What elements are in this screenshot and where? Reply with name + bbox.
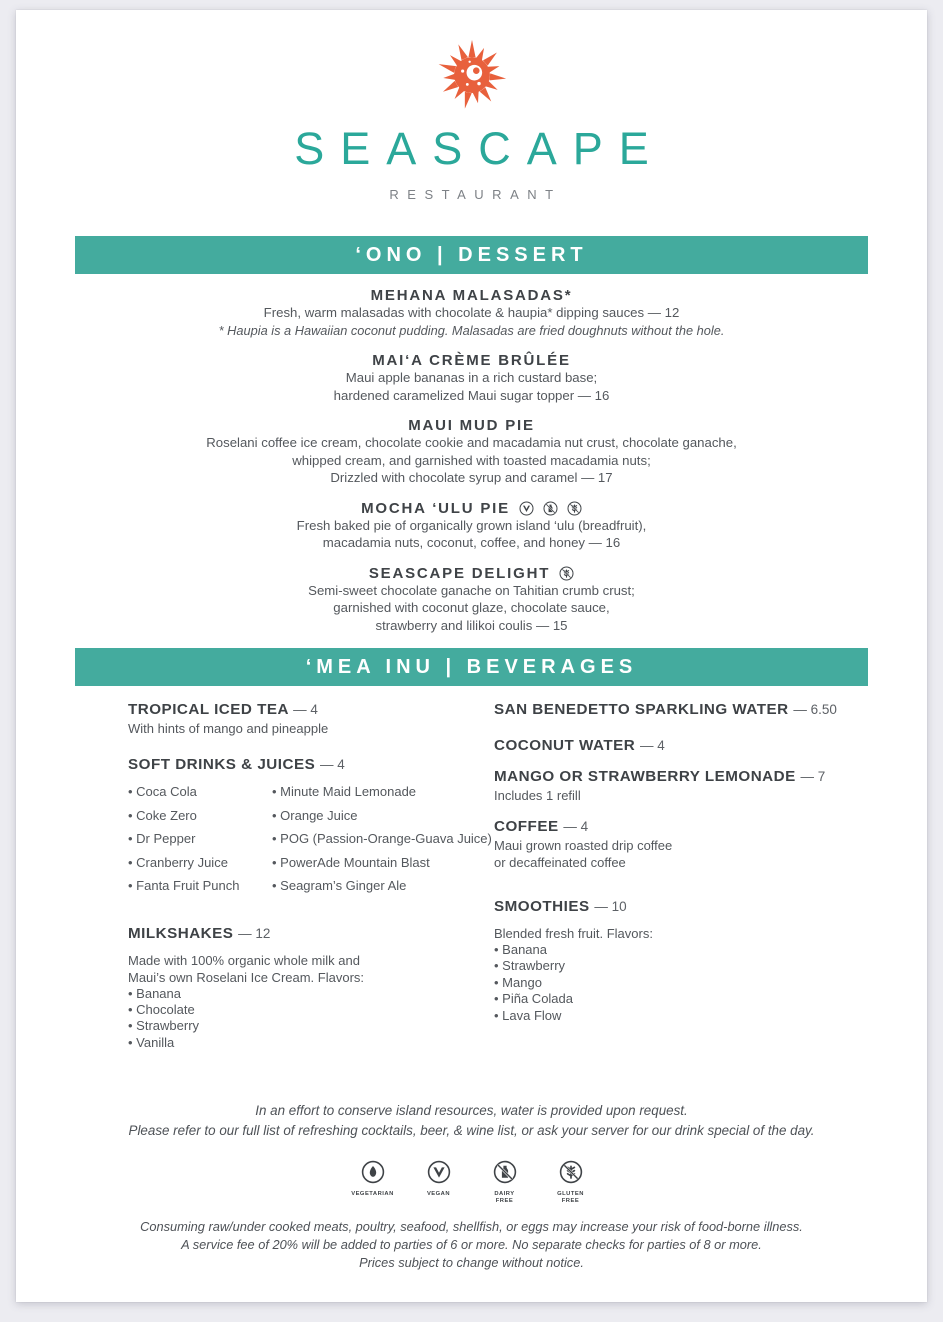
list-item: • Vanilla [128, 1035, 494, 1051]
item-name-text: SAN BENEDETTO SPARKLING WATER [494, 701, 789, 718]
item-name-text: SMOOTHIES [494, 898, 590, 915]
item-price: — 4 [639, 738, 665, 753]
beverages-section [75, 686, 868, 1051]
dietary-legend [75, 1160, 868, 1204]
sun-logo-icon [429, 36, 515, 114]
menu-item-coconut-water [494, 737, 868, 754]
dessert-section [75, 274, 868, 634]
item-description: Fresh, warm malasadas with chocolate & haupia* dipping sauces — 12 [263, 305, 680, 320]
item-description: whipped cream, and garnished with toasted macadamia nuts; [292, 452, 651, 468]
list-item: • Lava Flow [494, 1008, 868, 1024]
item-name-text: SOFT DRINKS & JUICES [128, 756, 316, 773]
item-name [128, 701, 494, 718]
menu-item-mehana-malasadas [75, 287, 868, 339]
item-description: Maui apple bananas in a rich custard base; [345, 370, 598, 385]
item-description: macadamia nuts, coconut, coffee, and honey — 16 [322, 535, 621, 550]
gluten-free-icon [559, 1160, 583, 1184]
smoothie-flavors-list [494, 942, 868, 1024]
note-line: In an effort to conserve island resources, water is provided upon request. [255, 1103, 688, 1119]
menu-item-milkshakes [128, 925, 494, 1052]
list-item: • Orange Juice [272, 804, 492, 828]
list-item: • Strawberry [128, 1018, 494, 1034]
item-price: — 12 [238, 925, 271, 941]
brand-header [75, 10, 868, 202]
item-price: — 6.50 [793, 702, 837, 717]
item-description: Roselani coffee ice cream, chocolate cookie and macadamia nut crust, chocolate ganache, [206, 435, 737, 450]
item-name [494, 701, 868, 718]
legend-vegetarian [347, 1160, 399, 1204]
list-item: • Seagram’s Ginger Ale [272, 874, 492, 898]
brand-title: SEASCAPE [294, 123, 665, 174]
legend-gluten-free [545, 1160, 597, 1204]
menu-item-seascape-delight [75, 565, 868, 635]
item-name [75, 565, 868, 582]
item-name [128, 925, 494, 942]
item-description: garnished with coconut glaze, chocolate sauce, [333, 600, 610, 615]
item-footnote: * Haupia is a Hawaiian coconut pudding. Malasadas are fried doughnuts without the hole. [218, 322, 725, 338]
item-price: — 10 [594, 899, 627, 914]
item-price: — 7 [800, 769, 826, 784]
disclaimer-line: Prices subject to change without notice. [359, 1255, 584, 1271]
item-name-text: COFFEE [494, 818, 559, 835]
list-item: • Dr Pepper [128, 827, 272, 851]
legend-label-line: VEGAN [426, 1191, 451, 1198]
dairy-free-icon [543, 501, 558, 516]
legend-label [347, 1191, 399, 1198]
menu-item-mocha-ulu-pie [75, 500, 868, 552]
legend-label-line: VEGETARIAN [351, 1191, 394, 1198]
item-name [128, 756, 494, 773]
item-description: Semi-sweet chocolate ganache on Tahitian crumb crust; [308, 582, 635, 598]
description-line: Made with 100% organic whole milk and [128, 952, 360, 968]
list-item: • Mango [494, 975, 868, 991]
legend-label [413, 1191, 465, 1198]
item-price: — 4 [293, 702, 318, 717]
item-name [494, 818, 868, 835]
item-name-text: MILKSHAKES [128, 924, 234, 942]
vegan-icon [427, 1160, 451, 1184]
menu-item-sparkling-water [494, 701, 868, 718]
list-item: • Coca Cola [128, 780, 272, 804]
brand-subtitle: RESTAURANT [389, 187, 562, 202]
menu-item-coffee [494, 818, 868, 871]
list-item: • Coke Zero [128, 804, 272, 828]
list-item: • Fanta Fruit Punch [128, 874, 272, 898]
item-description: Blended fresh fruit. Flavors: [494, 926, 653, 941]
item-name [494, 737, 868, 754]
legend-label-line: GLUTEN [557, 1191, 584, 1198]
menu-item-lemonade [494, 768, 868, 804]
dairy-free-icon [493, 1160, 517, 1184]
description-line: or decaffeinated coffee [494, 855, 626, 870]
item-name: MAI‘A CRÈME BRÛLÉE [372, 352, 571, 369]
beverages-left-column [128, 701, 494, 1051]
menu-footer [75, 1101, 868, 1272]
description-line: Maui grown roasted drip coffee [494, 838, 673, 853]
item-description: Includes 1 refill [494, 788, 581, 803]
disclaimer-line: Consuming raw/under cooked meats, poultry, seafood, shellfish, or eggs may increase your risk of food-borne illness. [140, 1219, 803, 1235]
list-item: • Piña Colada [494, 991, 868, 1007]
list-item: • PowerAde Mountain Blast [272, 851, 492, 875]
item-name [494, 768, 868, 785]
item-price: — 4 [319, 757, 345, 772]
item-name: MEHANA MALASADAS* [370, 287, 573, 304]
item-name-text: TROPICAL ICED TEA [128, 701, 289, 718]
item-price: — 4 [563, 819, 589, 834]
list-item: • Chocolate [128, 1002, 494, 1018]
item-description: Drizzled with chocolate syrup and caramel — 17 [330, 470, 613, 485]
beverages-right-column [494, 701, 868, 1051]
disclaimer-text [75, 1218, 868, 1272]
gluten-free-icon [559, 566, 574, 581]
item-description: With hints of mango and pineapple [128, 721, 329, 736]
list-item: • Strawberry [494, 958, 868, 974]
item-name [75, 500, 868, 517]
item-name-text: MANGO OR STRAWBERRY LEMONADE [494, 768, 796, 785]
soft-drinks-list [128, 780, 494, 898]
item-description: strawberry and lilikoi coulis — 15 [375, 617, 568, 633]
item-name: MAUI MUD PIE [408, 417, 535, 434]
soft-drinks-column-1 [128, 780, 272, 898]
vegan-icon [519, 501, 534, 516]
legend-label-line: FREE [495, 1197, 514, 1204]
item-name [494, 898, 868, 915]
note-line: Please refer to our full list of refreshing cocktails, beer, & wine list, or ask your server for our drink special of the day. [128, 1122, 815, 1138]
description-line: Maui’s own Roselani Ice Cream. Flavors: [128, 969, 365, 985]
soft-drinks-column-2 [272, 780, 492, 898]
item-name-text: COCONUT WATER [494, 737, 636, 754]
list-item: • Banana [494, 942, 868, 958]
legend-dairy-free [479, 1160, 531, 1204]
milkshake-flavors-list [128, 986, 494, 1052]
menu-item-maia-creme-brulee [75, 352, 868, 404]
legend-vegan [413, 1160, 465, 1204]
item-description: Fresh baked pie of organically grown island ‘ulu (breadfruit), [296, 517, 647, 533]
list-item: • Cranberry Juice [128, 851, 272, 875]
item-description [494, 837, 868, 871]
menu-page [16, 10, 927, 1302]
list-item: • POG (Passion-Orange-Guava Juice) [272, 827, 492, 851]
list-item: • Banana [128, 986, 494, 1002]
legend-label-line: FREE [561, 1197, 580, 1204]
item-name-text: MOCHA ‘ULU PIE [361, 499, 510, 517]
menu-item-soft-drinks [128, 756, 494, 898]
disclaimer-line: A service fee of 20% will be added to parties of 6 or more. No separate checks for parties of 8 or more. [181, 1237, 762, 1253]
legend-label [479, 1191, 531, 1204]
beverages-section-header: ‘MEA INU | BEVERAGES [75, 648, 868, 686]
menu-item-smoothies [494, 898, 868, 1024]
gluten-free-icon [567, 501, 582, 516]
legend-label-line: DAIRY [494, 1191, 515, 1198]
list-item: • Minute Maid Lemonade [272, 780, 492, 804]
item-description: hardened caramelized Maui sugar topper — 16 [333, 387, 610, 403]
dessert-section-header: ‘ONO | DESSERT [75, 236, 868, 274]
item-description [128, 952, 494, 986]
water-note [75, 1101, 868, 1140]
item-name-text: SEASCAPE DELIGHT [368, 564, 551, 582]
menu-item-tropical-iced-tea [128, 701, 494, 737]
vegetarian-icon [361, 1160, 385, 1184]
legend-label [545, 1191, 597, 1204]
menu-item-maui-mud-pie [75, 417, 868, 487]
